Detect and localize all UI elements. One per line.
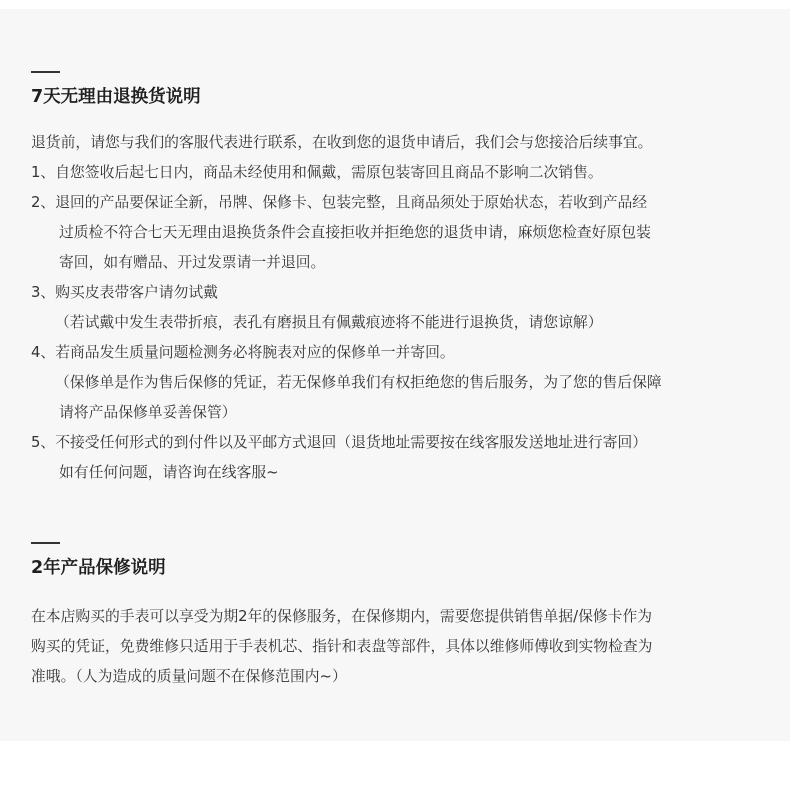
return-policy-content: [31, 128, 761, 488]
policy-item-3-note: （若试戴中发生表带折痕，表孔有磨损且有佩戴痕迹将不能进行退换货，请您谅解）: [55, 314, 603, 331]
policy-item-4: 4、若商品发生质量问题检测务必将腕表对应的保修单一并寄回。: [31, 344, 455, 361]
warranty-line: 购买的凭证，免费维修只适用于手表机芯、指针和表盘等部件，具体以维修师傅收到实物检查为: [31, 638, 653, 655]
warranty-title: 2年产品保修说明: [31, 558, 166, 578]
warranty-line: 准哦。（人为造成的质量问题不在保修范围内~）: [31, 668, 347, 685]
warranty-content: [31, 602, 761, 692]
policy-item-1: 1、自您签收后起七日内，商品未经使用和佩戴，需原包装寄回且商品不影响二次销售。: [31, 164, 603, 181]
content-panel: [0, 9, 790, 741]
policy-item-5: 5、不接受任何形式的到付件以及平邮方式退回（退货地址需要按在线客服发送地址进行寄回）: [31, 434, 648, 451]
policy-item-3: 3、购买皮表带客户请勿试戴: [31, 284, 218, 301]
title-accent-bar: [31, 71, 60, 73]
warranty-section: [31, 542, 761, 692]
policy-item-2-cont: 寄回，如有赠品、开过发票请一并退回。: [59, 254, 326, 271]
return-policy-section: [31, 71, 761, 488]
warranty-line: 在本店购买的手表可以享受为期2年的保修服务，在保修期内，需要您提供销售单据/保修卡作为: [31, 608, 653, 625]
policy-item-2-cont: 过质检不符合七天无理由退换货条件会直接拒收并拒绝您的退货申请，麻烦您检查好原包装: [59, 224, 651, 241]
policy-contact-note: 如有任何问题，请咨询在线客服~: [59, 464, 279, 481]
policy-item-4-note: （保修单是作为售后保修的凭证，若无保修单我们有权拒绝您的售后服务，为了您的售后保障: [55, 374, 662, 391]
return-policy-title: 7天无理由退换货说明: [31, 87, 201, 107]
title-accent-bar: [31, 542, 60, 544]
policy-item-2: 2、退回的产品要保证全新，吊牌、保修卡、包装完整，且商品须处于原始状态，若收到产品经: [31, 194, 648, 211]
policy-intro: 退货前，请您与我们的客服代表进行联系，在收到您的退货申请后，我们会与您接洽后续事宜。: [31, 134, 653, 151]
policy-item-4-note-cont: 请将产品保修单妥善保管）: [59, 404, 237, 421]
